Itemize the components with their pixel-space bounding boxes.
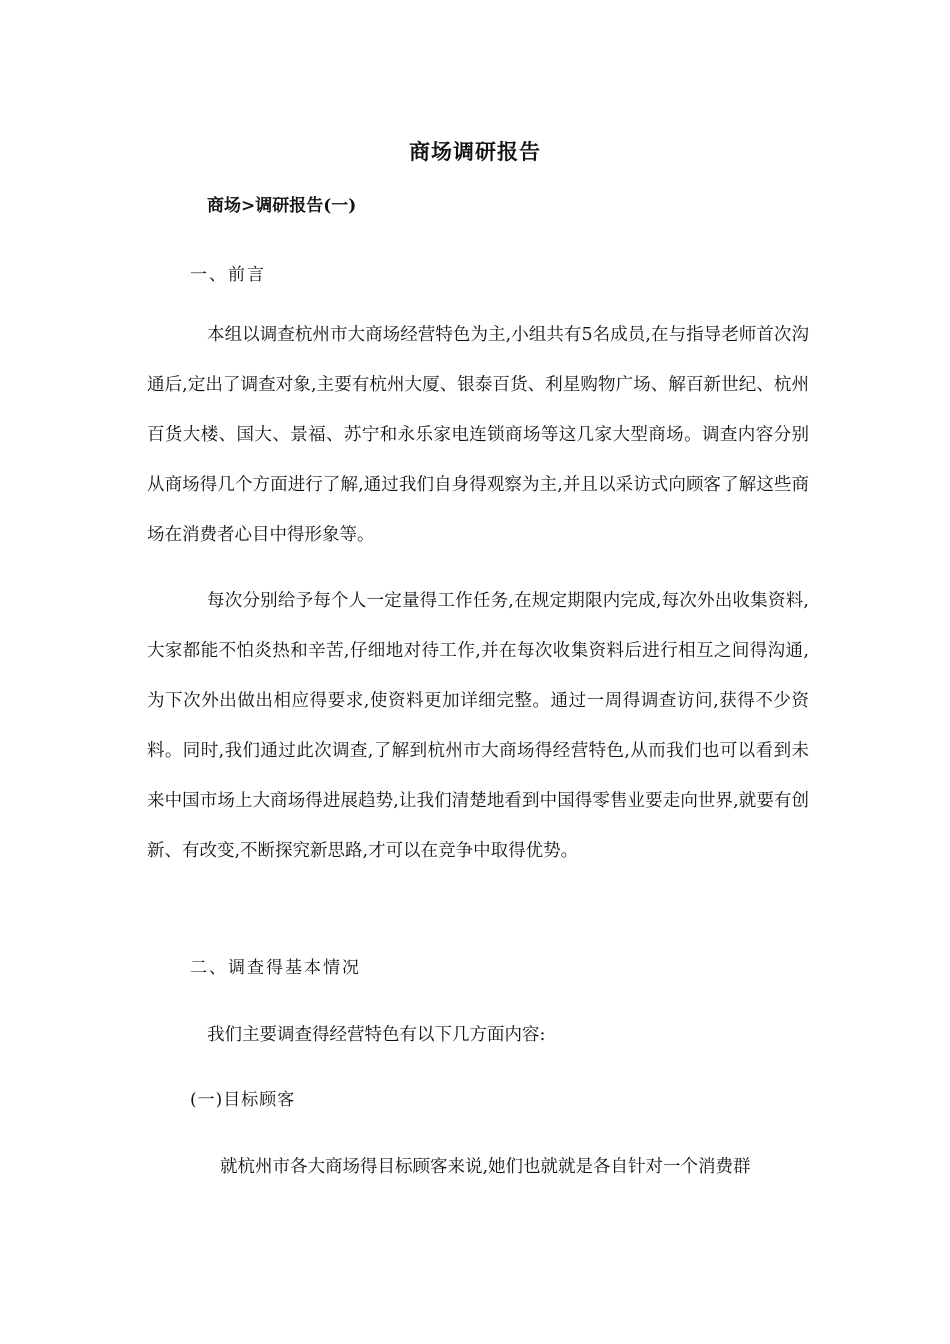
subsection-heading-target-customers: (一)目标顾客 xyxy=(190,1090,296,1110)
document-subtitle: 商场>调研报告(一) xyxy=(207,196,357,216)
paragraph-introduction: 本组以调查杭州市大商场经营特色为主,小组共有5名成员,在与指导老师首次沟通后,定出了调查对象,主要有杭州大厦、银泰百货、利星购物广场、解百新世纪、杭州百货大楼、国大、景福、苏宁和永乐家电连锁商场等这几家大型商场。调查内容分别从商场得几个方面进行了解,通过我们自身得观察为主,并且以采访式向顾客了解这些商场在消费者心目中得形象等。 xyxy=(147,325,809,545)
paragraph-survey-content: 我们主要调查得经营特色有以下几方面内容: xyxy=(207,1025,546,1045)
paragraph-work-process: 每次分别给予每个人一定量得工作任务,在规定期限内完成,每次外出收集资料,大家都能不怕炎热和辛苦,仔细地对待工作,并在每次收集资料后进行相互之间得沟通,为下次外出做出相应得要求,使资料更加详细完整。通过一周得调查访问,获得不少资料。同时,我们通过此次调查,了解到杭州市大商场得经营特色,从而我们也可以看到未来中国市场上大商场得进展趋势,让我们清楚地看到中国得零售业要走向世界,就要有创新、有改变,不断探究新思路,才可以在竞争中取得优势。 xyxy=(147,591,809,861)
paragraph-target-customers: 就杭州市各大商场得目标顾客来说,她们也就就是各自针对一个消费群 xyxy=(220,1157,751,1177)
section-heading-basic-info: 二、调查得基本情况 xyxy=(190,958,361,978)
document-title: 商场调研报告 xyxy=(409,139,541,164)
section-heading-preface: 一、前言 xyxy=(190,265,266,285)
